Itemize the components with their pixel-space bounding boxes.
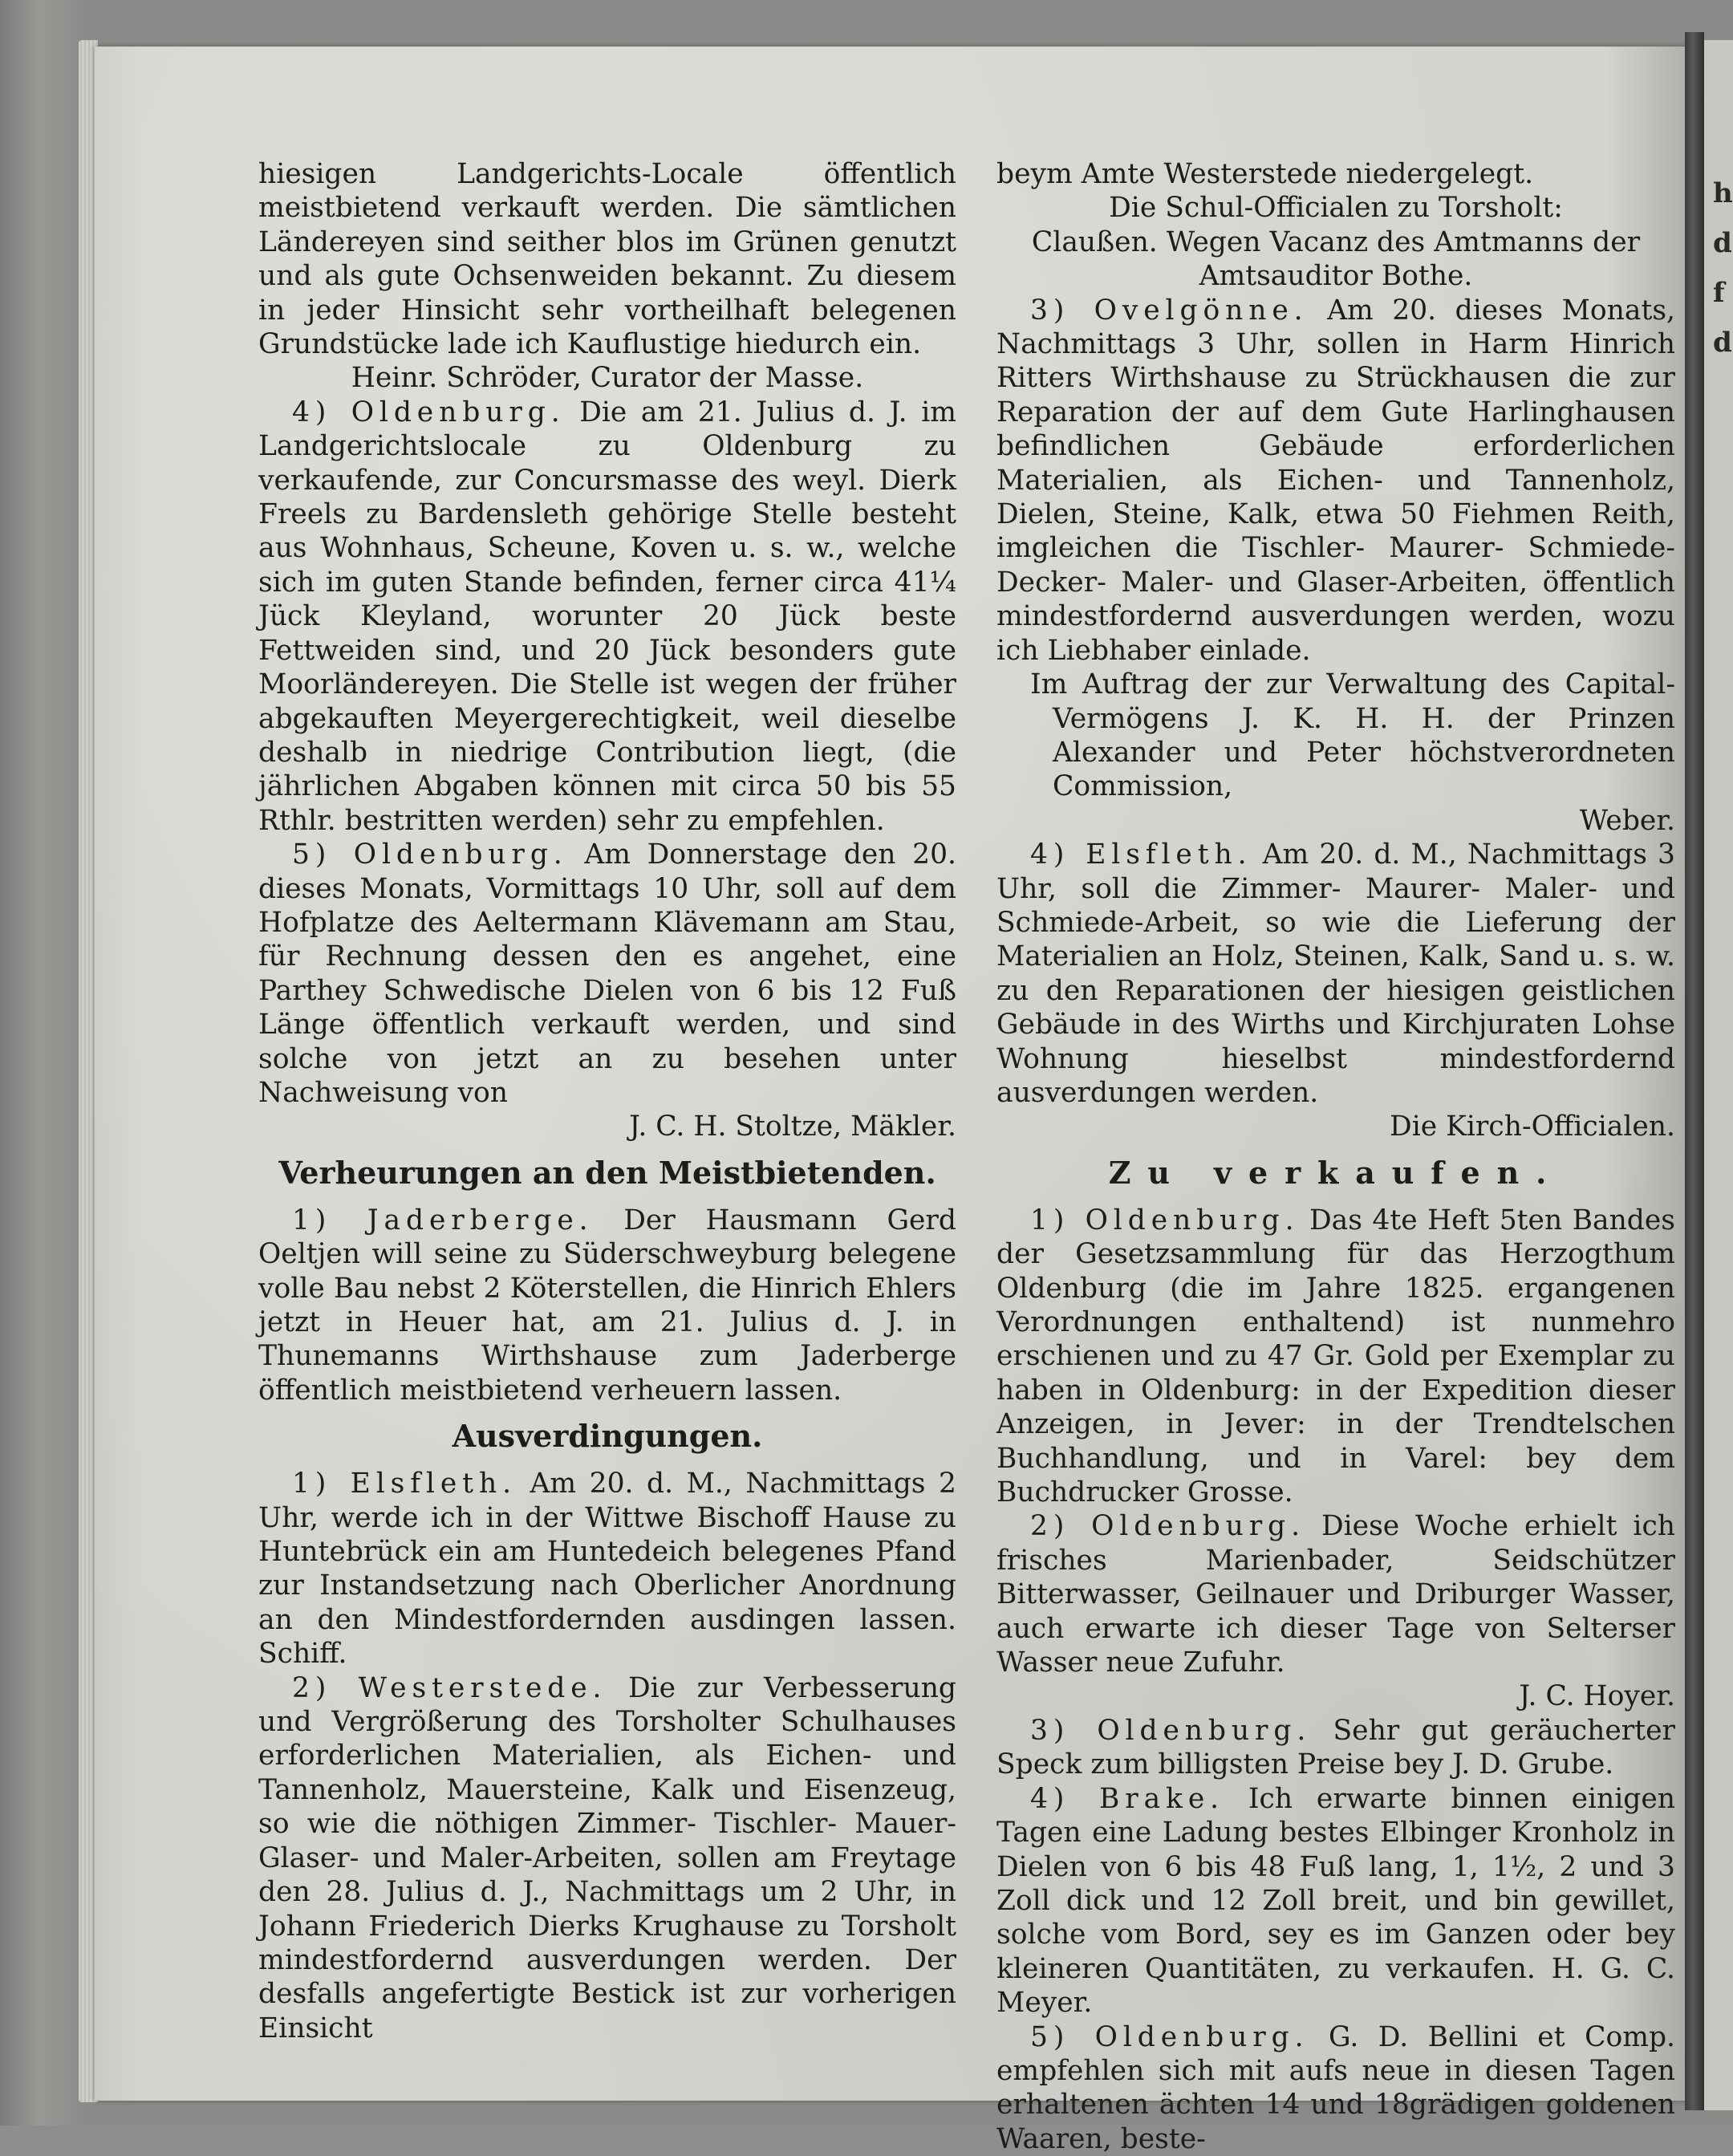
right-column xyxy=(996,157,1675,2156)
notice-item xyxy=(996,1204,1675,1510)
section-heading: Ausverdingungen. xyxy=(452,1418,763,1455)
next-page-fragment: h d f d xyxy=(1713,177,1733,359)
notice-place: 5) Oldenburg. xyxy=(1030,2020,1309,2053)
notice-item xyxy=(996,294,1675,668)
notice-text: Sehr gut geräucherter Speck zum billigsten Preise bey J. D. Grube. xyxy=(996,1714,1675,1781)
signature: Weber. xyxy=(1579,804,1675,837)
notice-item xyxy=(996,1509,1675,1679)
paragraph: hiesigen Landgerichts-Locale öffentlich meistbietend verkauft werden. Die sämtlichen Ländereyen sind seither blos im Grünen genutzt und als gute Ochsenweiden bekannt. Zu diesem in jeder Hinsicht sehr vortheilhaft belegenen Grundstücke lade ich Kauflustige hiedurch ein. xyxy=(258,158,956,361)
signature-centered: Die Schul-Officialen zu Torsholt: xyxy=(1109,192,1563,225)
book-gutter xyxy=(1685,32,1704,2110)
signature-centered: Claußen. Wegen Vacanz des Amtmanns der Amtsauditor Bothe. xyxy=(1031,225,1641,293)
notice-item xyxy=(258,1671,956,2045)
notice-place: 3) Ovelgönne. xyxy=(1030,294,1309,327)
notice-place: 4) Brake. xyxy=(1030,1782,1225,1815)
notice-item xyxy=(996,838,1675,1110)
section-heading: Verheurungen an den Meistbietenden. xyxy=(278,1154,936,1191)
notice-place: 4) Elsfleth. xyxy=(1030,838,1252,871)
notice-text: Ich erwarte binnen einigen Tagen eine Ladung bestes Elbinger Kronholz in Dielen von 6 bis 48 Fuß lang, 1, 1½, 2 und 3 Zoll dick und 12 Zoll breit, und bin gewillet, solche vom Bord, sey es im Ganzen oder bey kleineren Quantitäten, zu verkaufen. H. G. C. Meyer. xyxy=(996,1782,1675,2020)
notice-place: 3) Oldenburg. xyxy=(1030,1714,1312,1747)
notice-item xyxy=(258,1204,956,1407)
notice-text: Diese Woche erhielt ich frisches Marienbader, Seidschützer Bitterwasser, Geilnauer und Driburger Wasser, auch erwarte ich dieser Tage von Selterser Wasser neue Zufuhr. xyxy=(996,1510,1675,1679)
notice-item xyxy=(996,2020,1675,2156)
notice-text: G. D. Bellini et Comp. empfehlen sich mit aufs neue in diesen Tagen erhaltenen ächten 14 und 18grädigen goldenen Waaren, beste- xyxy=(996,2020,1676,2155)
notice-place: 1) Elsfleth. xyxy=(292,1468,517,1500)
notice-text: Am 20. d. M., Nachmittags 3 Uhr, soll die Zimmer- Maurer- Maler- und Schmiede-Arbeit, so wie die Lieferung der Materialien an Holz, Steinen, Kalk, Sand u. s. w. zu den Reparationen der hiesigen geistlichen Gebäude in des Wirths und Kirchjuraten Lohse Wohnung hieselbst mindestfordernd ausverdungen werden. xyxy=(996,838,1676,1109)
paragraph: beym Amte Westerstede niedergelegt. xyxy=(996,158,1534,190)
notice-place: 1) Oldenburg. xyxy=(1030,1204,1300,1236)
commission-note: Im Auftrag der zur Verwaltung des Capital-Vermögens J. K. H. H. der Prinzen Alexander und Peter höchstverordneten Commission, xyxy=(1030,668,1675,803)
signature: Die Kirch-Officialen. xyxy=(1390,1110,1675,1143)
notice-place: 1) Jaderberge. xyxy=(292,1204,594,1236)
signature-centered: Heinr. Schröder, Curator der Masse. xyxy=(351,362,864,395)
notice-place: 2) Westerstede. xyxy=(292,1671,607,1704)
notice-text: Das 4te Heft 5ten Bandes der Gesetzsammlung für das Herzogthum Oldenburg (die im Jahre 1825. ergangenen Verordnungen enthaltend) ist nunmehro erschienen und zu 47 Gr. Gold per Exemplar zu haben in Oldenburg: in der Expedition dieser Anzeigen, in Jever: in der Trendtelschen Buchhandlung, und in Varel: bey dem Buchdrucker Grosse. xyxy=(996,1204,1675,1509)
signature: J. C. Hoyer. xyxy=(1519,1680,1675,1713)
notice-text: Am 20. dieses Monats, Nachmittags 3 Uhr, sollen in Harm Hinrich Ritters Wirthshause zu Strückhausen die zur Reparation der auf dem Gute Harlinghausen befindlichen Gebäude erforderlichen Materialien, als Eichen- und Tannenholz, Dielen, Steine, Kalk, etwa 50 Fiehmen Reith, imgleichen die Tischler- Maurer- Schmiede- Decker- Maler- und Glaser-Arbeiten, öffentlich mindestfordernd ausverdungen werden, wozu ich Liebhaber einlade. xyxy=(996,294,1676,667)
signature: J. C. H. Stoltze, Mäkler. xyxy=(629,1110,956,1143)
notice-item xyxy=(258,838,956,1110)
notice-item xyxy=(258,1467,956,1671)
notice-text: Der Hausmann Gerd Oeltjen will seine zu Süderschweyburg belegene volle Bau nebst 2 Köterstellen, die Hinrich Ehlers jetzt in Heuer hat, am 21. Julius d. J. in Thunemanns Wirthshause zum Jaderberge öffentlich meistbietend verheuern lassen. xyxy=(258,1204,957,1407)
section-heading: Zu verkaufen. xyxy=(1108,1154,1564,1191)
notice-place: 4) Oldenburg. xyxy=(292,396,566,428)
notice-text: Die zur Verbesserung und Vergrößerung des Torsholter Schulhauses erforderlichen Materialien, als Eichen- und Tannenholz, Mauersteine, Kalk und Eisenzeug, so wie die nöthigen Zimmer- Tischler- Mauer- Glaser- und Maler-Arbeiten, sollen am Freytage den 28. Julius d. J., Nachmittags um 2 Uhr, in Johann Friederich Dierks Krughause zu Torsholt mindestfordernd ausverdungen werden. Der desfalls angefertigte Bestick ist zur vorherigen Einsicht xyxy=(258,1671,957,2044)
notice-text: Am 20. d. M., Nachmittags 2 Uhr, werde ich in der Wittwe Bischoff Hause zu Huntebrück ein am Huntedeich belegenes Pfand zur Instandsetzung nach Oberlicher Anordnung an den Mindestfordernden ausdingen lassen. Schiff. xyxy=(258,1468,956,1671)
notice-item xyxy=(258,396,956,838)
notice-item xyxy=(996,1714,1675,1782)
notice-text: Die am 21. Julius d. J. im Landgerichtslocale zu Oldenburg zu verkaufende, zur Concursmasse des weyl. Dierk Freels zu Bardensleth gehörige Stelle besteht aus Wohnhaus, Scheune, Koven u. s. w., welche sich im guten Stande befinden, ferner circa 41¼ Jück Kleyland, worunter 20 Jück beste Fettweiden sind, und 20 Jück besonders gute Moorländereyen. Die Stelle ist wegen der früher abgekauften Meyergerechtigkeit, weil dieselbe deshalb in niedrige Contribution liegt, (die jährlichen Abgaben können mit circa 50 bis 55 Rthlr. bestritten werden) sehr zu empfehlen. xyxy=(258,396,956,837)
notice-place: 5) Oldenburg. xyxy=(292,838,568,871)
left-column xyxy=(258,157,956,2045)
notice-place: 2) Oldenburg. xyxy=(1030,1510,1305,1543)
notice-item xyxy=(996,1782,1675,2020)
notice-text: Am Donnerstage den 20. dieses Monats, Vormittags 10 Uhr, soll auf dem Hofplatze des Aeltermann Klävemann am Stau, für Rechnung dessen den es angehet, eine Parthey Schwedische Dielen von 6 bis 12 Fuß Länge öffentlich verkauft werden, und sind solche von jetzt an zu besehen unter Nachweisung von xyxy=(258,838,956,1109)
